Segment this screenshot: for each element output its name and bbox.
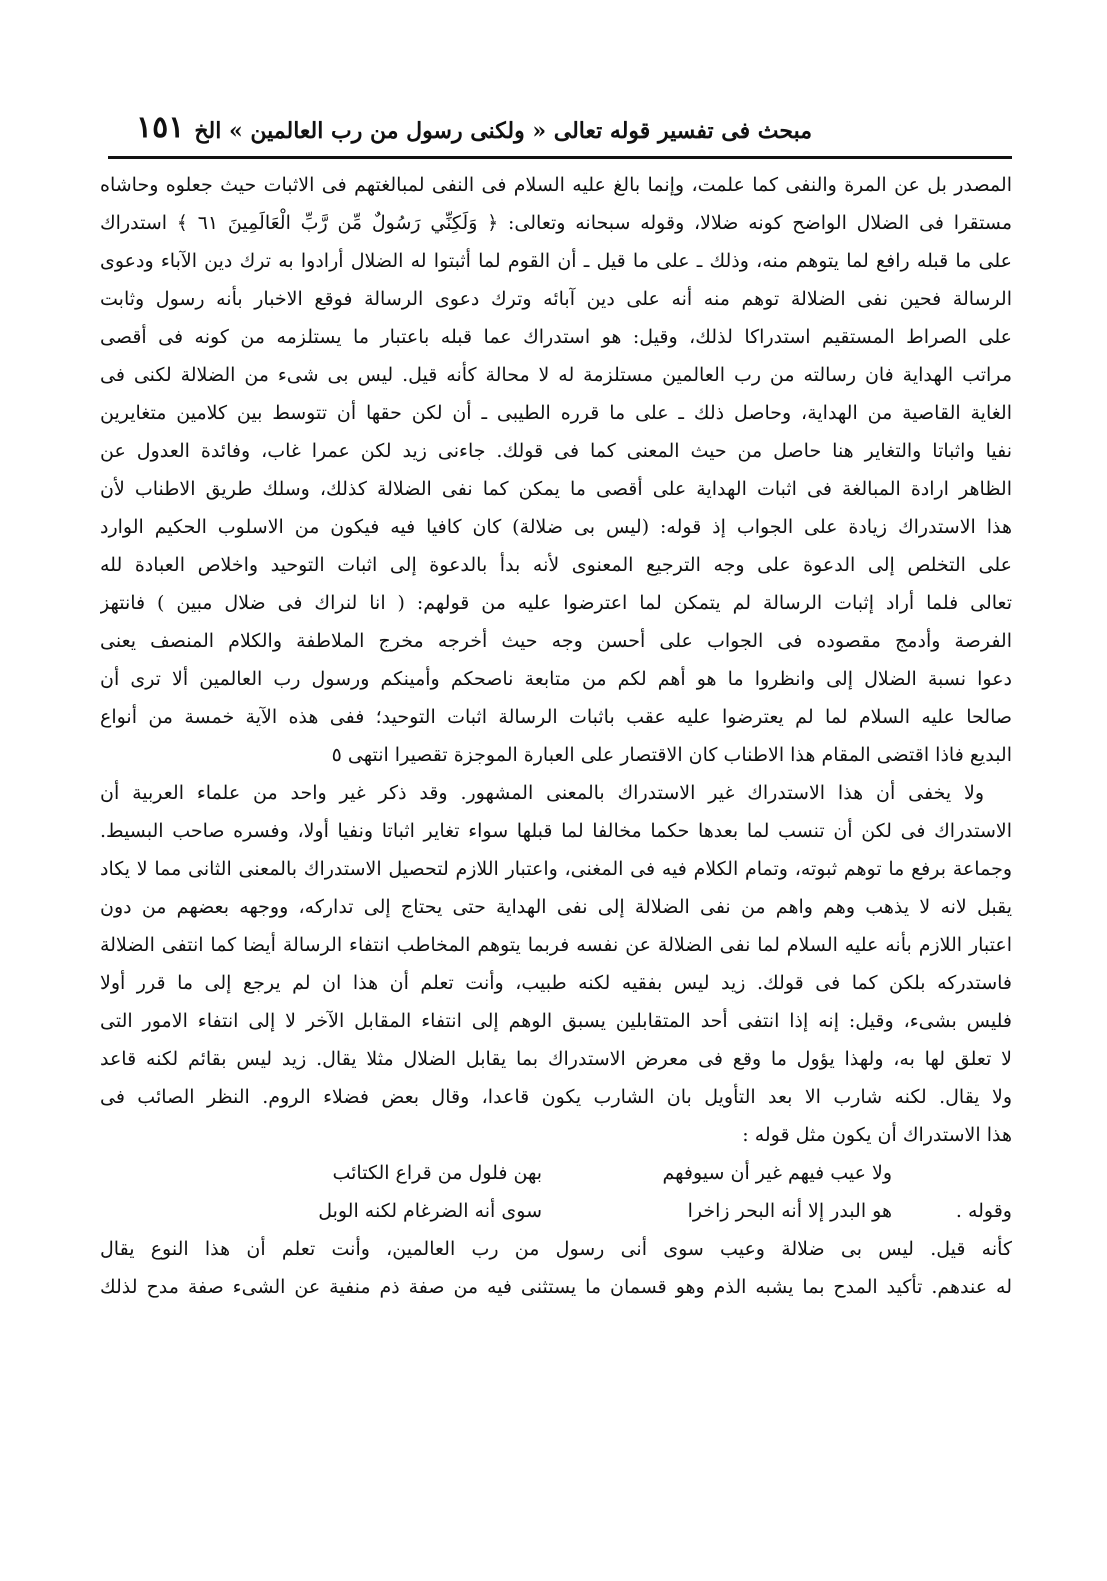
running-header (108, 108, 1012, 154)
text-line: المصدر بل عن المرة والنفى كما علمت، وإنما بالغ عليه السلام فى النفى لمبالغتهم فى الاثبات حيث جعلوه وحاشاه (100, 174, 1012, 196)
page-number: ١٥١ (136, 110, 185, 145)
text-line: له عندهم. تأكيد المدح بما يشبه الذم وهو قسمان ما يستثنى فيه من صفة ذم منفية عن الشىء صفة مدح لذلك (100, 1276, 1012, 1298)
text-line: وجماعة برفع ما توهم ثبوته، وتمام الكلام فيه فى المغنى، واعتبار اللازم لتحصيل الاستدراك بالمعنى الثانى مما لا يكاد (100, 858, 1012, 880)
verse-line (100, 1154, 1012, 1192)
text-line: الفرصة وأدمج مقصوده فى الجواب على أحسن وجه حيث أخرجه مخرج الملاطفة والكلام المنصف يعنى (100, 630, 1012, 652)
verse-hemistich-second: بهن فلول من قراع الكتائب (332, 1162, 542, 1184)
text-line: تعالى فلما أراد إثبات الرسالة لم يتمكن لما اعترضوا عليه من قولهم: ( انا لنراك فى ضلال مبين ) فانتهز (100, 592, 1012, 614)
verse-line (100, 1192, 1012, 1230)
text-line: فاستدركه بلكن كما فى قولك. زيد ليس بفقيه لكنه طبيب، وأنت تعلم أن هذا ان لم يرجع إلى ما قرر أولا (100, 972, 1012, 994)
text-line: مراتب الهداية فان رسالته من رب العالمين مستلزمة له لا محالة كأنه قيل. ليس بى شىء من الضلالة لكنى فى (100, 364, 1012, 386)
text-line: مستقرا فى الضلال الواضح كونه ضلالا، وقوله سبحانه وتعالى: ﴿ وَلَكِنِّي رَسُولٌ مِّن رَّبِّ الْعَالَمِينَ ٦١ ﴾ استدراك (100, 212, 1012, 234)
text-line: يقبل لانه لا يذهب وهم واهم من نفى الضلالة إلى نفى الهداية حتى يحتاج إلى تداركه، ووجهه بعضهم من دون (100, 896, 1012, 918)
verse-hemistich-first: ولا عيب فيهم غير أن سيوفهم (662, 1162, 892, 1184)
header-title: مبحث فى تفسير قوله تعالى « ولكنى رسول من رب العالمين » الخ (194, 118, 812, 144)
text-line: ولا يخفى أن هذا الاستدراك غير الاستدراك بالمعنى المشهور. وقد ذكر غير واحد من علماء العربية أن (100, 782, 984, 804)
text-line: الغاية القاصية من الهداية، وحاصل ذلك ـ على ما قرره الطيبى ـ أن لكن حقها أن تتوسط بين كلامين متغايرين (100, 402, 1012, 424)
text-line: الرسالة فحين نفى الضلالة توهم منه أنه على دين آبائه وترك دعوى الرسالة فوقع الاخبار بأنه رسول وثابت (100, 288, 1012, 310)
verse-hemistich-second: سوى أنه الضرغام لكنه الوبل (318, 1200, 542, 1222)
text-line: ولا يقال. لكنه شارب الا بعد التأويل بان الشارب يكون قاعدا، وقال بعض فضلاء الروم. النظر الصائب فى (100, 1086, 1012, 1108)
text-line: البديع فاذا اقتضى المقام هذا الاطناب كان الاقتصار على العبارة الموجزة تقصيرا انتهى ٥ (331, 744, 1012, 766)
text-line: فليس بشىء، وقيل: إنه إذا انتفى أحد المتقابلين يسبق الوهم إلى انتفاء المقابل الآخر لا إلى انتفاء الامور التى (100, 1010, 1012, 1032)
verse-hemistich-first: هو البدر إلا أنه البحر زاخرا (687, 1200, 892, 1222)
text-line: لا تعلق لها به، ولهذا يؤول ما وقع فى معرض الاستدراك بما يقابل الضلال مثلا يقال. زيد ليس بقائم لكنه قاعد (100, 1048, 1012, 1070)
text-line: على الصراط المستقيم استدراكا لذلك، وقيل: هو استدراك عما قبله باعتبار ما يستلزمه من كونه فى أقصى (100, 326, 1012, 348)
text-line: على التخلص إلى الدعوة على وجه الترجيع المعنوى لأنه بدأ بالدعوة إلى اثبات التوحيد واخلاص العبادة لله (100, 554, 1012, 576)
text-line: هذا الاستدراك زيادة على الجواب إذ قوله: (ليس بى ضلالة) كان كافيا فيه فيكون من الاسلوب الحكيم الوارد (100, 516, 1012, 538)
text-line: نفيا واثباتا والتغاير هنا حاصل من حيث المعنى كما فى قولك. جاءنى زيد لكن عمرا غاب، وفائدة العدول عن (100, 440, 1012, 462)
text-line: دعوا نسبة الضلال إلى وانظروا ما هو أهم لكم من متابعة ناصحكم وأمينكم ورسول رب العالمين ألا ترى أن (100, 668, 1012, 690)
text-line: كأنه قيل. ليس بى ضلالة وعيب سوى أنى رسول من رب العالمين، وأنت تعلم أن هذا النوع يقال (100, 1238, 1012, 1260)
text-line: صالحا عليه السلام لما لم يعترضوا عليه عقب باثبات الرسالة اثبات التوحيد؛ ففى هذه الآية خمسة من أنواع (100, 706, 1012, 728)
header-rule (108, 156, 1012, 159)
text-line: اعتبار اللازم بأنه عليه السلام لما نفى الضلالة عن نفسه فربما يتوهم المخاطب انتفاء الرسالة أيضا كما انتفى الضلالة (100, 934, 1012, 956)
text-line: على ما قبله رافع لما يتوهم منه، وذلك ـ على ما قيل ـ أن القوم لما أثبتوا له الضلال أرادوا به ترك دين الآباء ودعوى (100, 250, 1012, 272)
main-text (100, 166, 1012, 1306)
verse-lead: وقوله . (955, 1200, 1012, 1222)
text-line: هذا الاستدراك أن يكون مثل قوله : (742, 1124, 1012, 1146)
text-line: الاستدراك فى لكن أن تنسب لما بعدها حكما مخالفا لما قبلها سواء تغاير اثباتا ونفيا أولا، وفسره صاحب البسيط. (100, 820, 1012, 842)
text-line: الظاهر ارادة المبالغة فى اثبات الهداية على أقصى ما يمكن كما نفى الضلالة كذلك، وسلك طريق الاطناب لأن (100, 478, 1012, 500)
